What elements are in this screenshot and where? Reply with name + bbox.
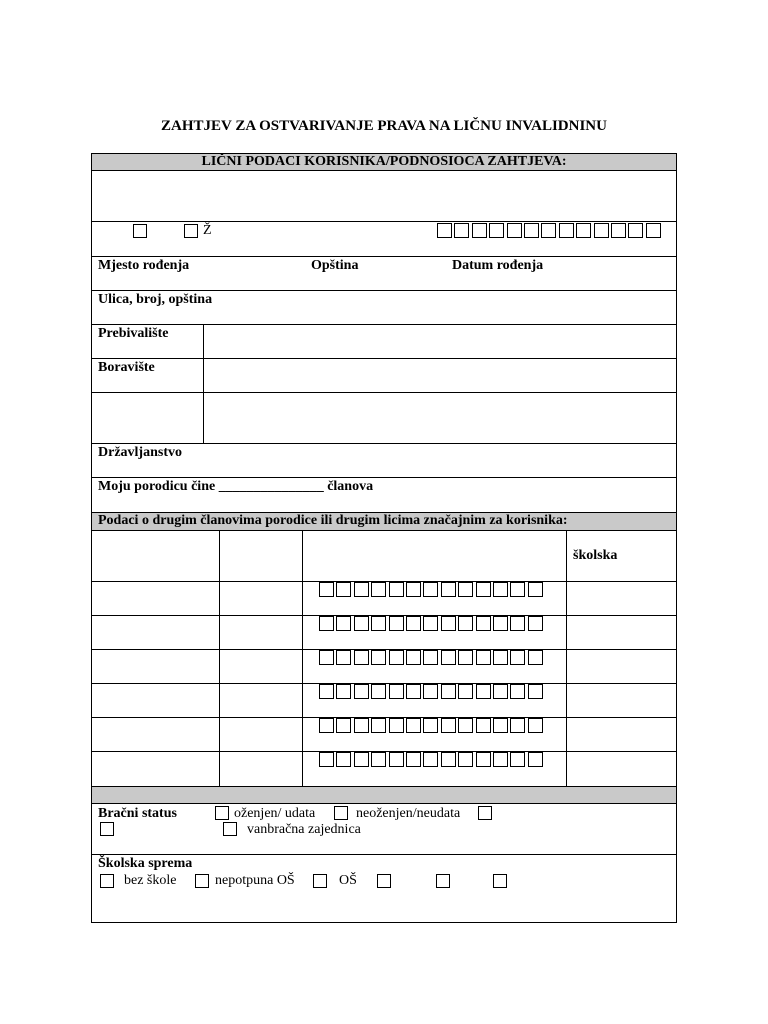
citizenship-label: Državljanstvo — [98, 445, 182, 460]
row-divider — [91, 443, 677, 444]
jmbg-cell[interactable] — [319, 650, 334, 665]
jmbg-cell[interactable] — [458, 650, 473, 665]
jmbg-cell[interactable] — [423, 650, 438, 665]
row-divider — [91, 392, 677, 393]
name-field[interactable] — [92, 172, 676, 220]
row-divider — [91, 221, 677, 222]
jmbg-cell[interactable] — [507, 223, 522, 238]
jmbg-cell[interactable] — [611, 223, 626, 238]
row-divider — [91, 477, 677, 478]
sex-male-checkbox[interactable] — [133, 224, 147, 238]
jmbg-cell[interactable] — [423, 752, 438, 767]
jmbg-cell[interactable] — [371, 650, 386, 665]
jmbg-cell[interactable] — [454, 223, 469, 238]
section2-header-text: Podaci o drugim članovima porodice ili drugim licima značajnim za korisnika: — [98, 513, 568, 528]
jmbg-cell[interactable] — [389, 650, 404, 665]
marital-option-checkbox[interactable] — [100, 822, 114, 836]
column-divider — [302, 531, 303, 786]
jmbg-cell[interactable] — [510, 718, 525, 733]
jmbg-cell[interactable] — [371, 684, 386, 699]
family-prefix: Moju porodicu čine — [98, 479, 216, 494]
jmbg-cell[interactable] — [354, 752, 369, 767]
jmbg-cell[interactable] — [458, 616, 473, 631]
jmbg-cell[interactable] — [458, 582, 473, 597]
unmarried-label: neoženjen/neudata — [356, 806, 461, 821]
jmbg-cell[interactable] — [406, 616, 421, 631]
jmbg-cell[interactable] — [476, 684, 491, 699]
row-divider — [91, 256, 677, 257]
row-divider — [91, 854, 677, 855]
sex-female-checkbox[interactable] — [184, 224, 198, 238]
jmbg-cell[interactable] — [389, 752, 404, 767]
jmbg-cell[interactable] — [528, 718, 543, 733]
jmbg-cell[interactable] — [441, 650, 456, 665]
column-divider — [203, 324, 204, 443]
jmbg-cell[interactable] — [476, 650, 491, 665]
jmbg-cell[interactable] — [371, 752, 386, 767]
jmbg-cell[interactable] — [319, 684, 334, 699]
jmbg-cell[interactable] — [354, 718, 369, 733]
jmbg-cell[interactable] — [336, 684, 351, 699]
incomplete-primary-label: nepotpuna OŠ — [215, 873, 295, 888]
member-jmbg-cells[interactable] — [319, 718, 545, 733]
jmbg-cell[interactable] — [510, 752, 525, 767]
row-divider — [91, 290, 677, 291]
jmbg-cell[interactable] — [476, 582, 491, 597]
jmbg-cell[interactable] — [472, 223, 487, 238]
jmbg-cell[interactable] — [541, 223, 556, 238]
street-label: Ulica, broj, opština — [98, 292, 213, 307]
family-count-line — [98, 479, 373, 495]
jmbg-cell[interactable] — [441, 582, 456, 597]
jmbg-cell[interactable] — [389, 616, 404, 631]
member-jmbg-cells[interactable] — [319, 752, 545, 767]
jmbg-cell[interactable] — [423, 582, 438, 597]
jmbg-cell[interactable] — [354, 616, 369, 631]
municipality-label: Opština — [311, 258, 359, 273]
jmbg-cell[interactable] — [437, 223, 452, 238]
jmbg-cells[interactable] — [437, 223, 663, 238]
residence-label: Prebivalište — [98, 326, 169, 341]
jmbg-cell[interactable] — [441, 616, 456, 631]
jmbg-cell[interactable] — [389, 718, 404, 733]
jmbg-cell[interactable] — [524, 223, 539, 238]
jmbg-cell[interactable] — [528, 582, 543, 597]
jmbg-cell[interactable] — [371, 582, 386, 597]
jmbg-cell[interactable] — [594, 223, 609, 238]
jmbg-cell[interactable] — [493, 616, 508, 631]
jmbg-cell[interactable] — [336, 616, 351, 631]
jmbg-cell[interactable] — [389, 582, 404, 597]
education-option-checkbox[interactable] — [377, 874, 391, 888]
member-jmbg-cells[interactable] — [319, 582, 545, 597]
jmbg-cell[interactable] — [458, 684, 473, 699]
member-jmbg-cells[interactable] — [319, 684, 545, 699]
no-school-label: bez škole — [124, 873, 177, 888]
jmbg-cell[interactable] — [528, 684, 543, 699]
row-divider — [91, 358, 677, 359]
common-law-checkbox[interactable] — [223, 822, 237, 836]
jmbg-cell[interactable] — [319, 718, 334, 733]
jmbg-cell[interactable] — [628, 223, 643, 238]
jmbg-cell[interactable] — [646, 223, 661, 238]
jmbg-cell[interactable] — [458, 718, 473, 733]
jmbg-cell[interactable] — [489, 223, 504, 238]
jmbg-cell[interactable] — [528, 752, 543, 767]
form-title: ZAHTJEV ZA OSTVARIVANJE PRAVA NA LIČNU INVALIDNINU — [161, 118, 607, 134]
jmbg-cell[interactable] — [319, 616, 334, 631]
jmbg-cell[interactable] — [528, 616, 543, 631]
jmbg-cell[interactable] — [510, 582, 525, 597]
jmbg-cell[interactable] — [336, 582, 351, 597]
section1-header-text: LIČNI PODACI KORISNIKA/PODNOSIOCA ZAHTJEVA: — [201, 154, 567, 169]
jmbg-cell[interactable] — [389, 684, 404, 699]
birth-date-label: Datum rođenja — [452, 258, 544, 273]
jmbg-cell[interactable] — [576, 223, 591, 238]
member-jmbg-cells[interactable] — [319, 616, 545, 631]
family-suffix: članova — [327, 479, 374, 494]
jmbg-cell[interactable] — [510, 684, 525, 699]
stay-label: Boravište — [98, 360, 155, 375]
primary-school-label: OŠ — [339, 873, 357, 888]
jmbg-cell[interactable] — [493, 582, 508, 597]
jmbg-cell[interactable] — [510, 616, 525, 631]
jmbg-cell[interactable] — [354, 684, 369, 699]
jmbg-cell[interactable] — [406, 718, 421, 733]
common-law-label: vanbračna zajednica — [247, 822, 361, 837]
married-label: oženjen/ udata — [234, 806, 316, 821]
jmbg-cell[interactable] — [441, 718, 456, 733]
jmbg-cell[interactable] — [354, 650, 369, 665]
jmbg-cell[interactable] — [406, 684, 421, 699]
jmbg-cell[interactable] — [406, 582, 421, 597]
incomplete-primary-checkbox[interactable] — [195, 874, 209, 888]
jmbg-cell[interactable] — [493, 684, 508, 699]
jmbg-cell[interactable] — [336, 718, 351, 733]
birth-place-label: Mjesto rođenja — [98, 258, 190, 273]
jmbg-cell[interactable] — [476, 752, 491, 767]
jmbg-cell[interactable] — [423, 684, 438, 699]
jmbg-cell[interactable] — [559, 223, 574, 238]
jmbg-cell[interactable] — [319, 582, 334, 597]
jmbg-cell[interactable] — [441, 684, 456, 699]
jmbg-cell[interactable] — [354, 582, 369, 597]
no-school-checkbox[interactable] — [100, 874, 114, 888]
jmbg-cell[interactable] — [510, 650, 525, 665]
row-divider — [91, 324, 677, 325]
education-option-checkbox[interactable] — [436, 874, 450, 888]
family-count-blank[interactable]: _______________ — [218, 479, 324, 494]
jmbg-cell[interactable] — [493, 650, 508, 665]
column-divider — [566, 531, 567, 786]
jmbg-cell[interactable] — [336, 650, 351, 665]
jmbg-cell[interactable] — [406, 752, 421, 767]
education-label: Školska sprema — [98, 856, 193, 871]
jmbg-cell[interactable] — [528, 650, 543, 665]
education-option-checkbox[interactable] — [493, 874, 507, 888]
school-column-label: školska — [573, 548, 618, 563]
jmbg-cell[interactable] — [493, 752, 508, 767]
jmbg-cell[interactable] — [371, 718, 386, 733]
jmbg-cell[interactable] — [423, 718, 438, 733]
jmbg-cell[interactable] — [371, 616, 386, 631]
jmbg-cell[interactable] — [441, 752, 456, 767]
column-divider — [219, 531, 220, 786]
married-checkbox[interactable] — [215, 806, 229, 820]
jmbg-cell[interactable] — [476, 616, 491, 631]
jmbg-cell[interactable] — [319, 752, 334, 767]
jmbg-cell[interactable] — [406, 650, 421, 665]
jmbg-cell[interactable] — [493, 718, 508, 733]
marital-status-label: Bračni status — [98, 806, 177, 821]
member-jmbg-cells[interactable] — [319, 650, 545, 665]
jmbg-cell[interactable] — [336, 752, 351, 767]
separator-band — [91, 786, 677, 804]
sex-female-label: Ž — [203, 223, 212, 238]
primary-school-checkbox[interactable] — [313, 874, 327, 888]
jmbg-cell[interactable] — [458, 752, 473, 767]
jmbg-cell[interactable] — [423, 616, 438, 631]
jmbg-cell[interactable] — [476, 718, 491, 733]
marital-option-checkbox[interactable] — [478, 806, 492, 820]
unmarried-checkbox[interactable] — [334, 806, 348, 820]
